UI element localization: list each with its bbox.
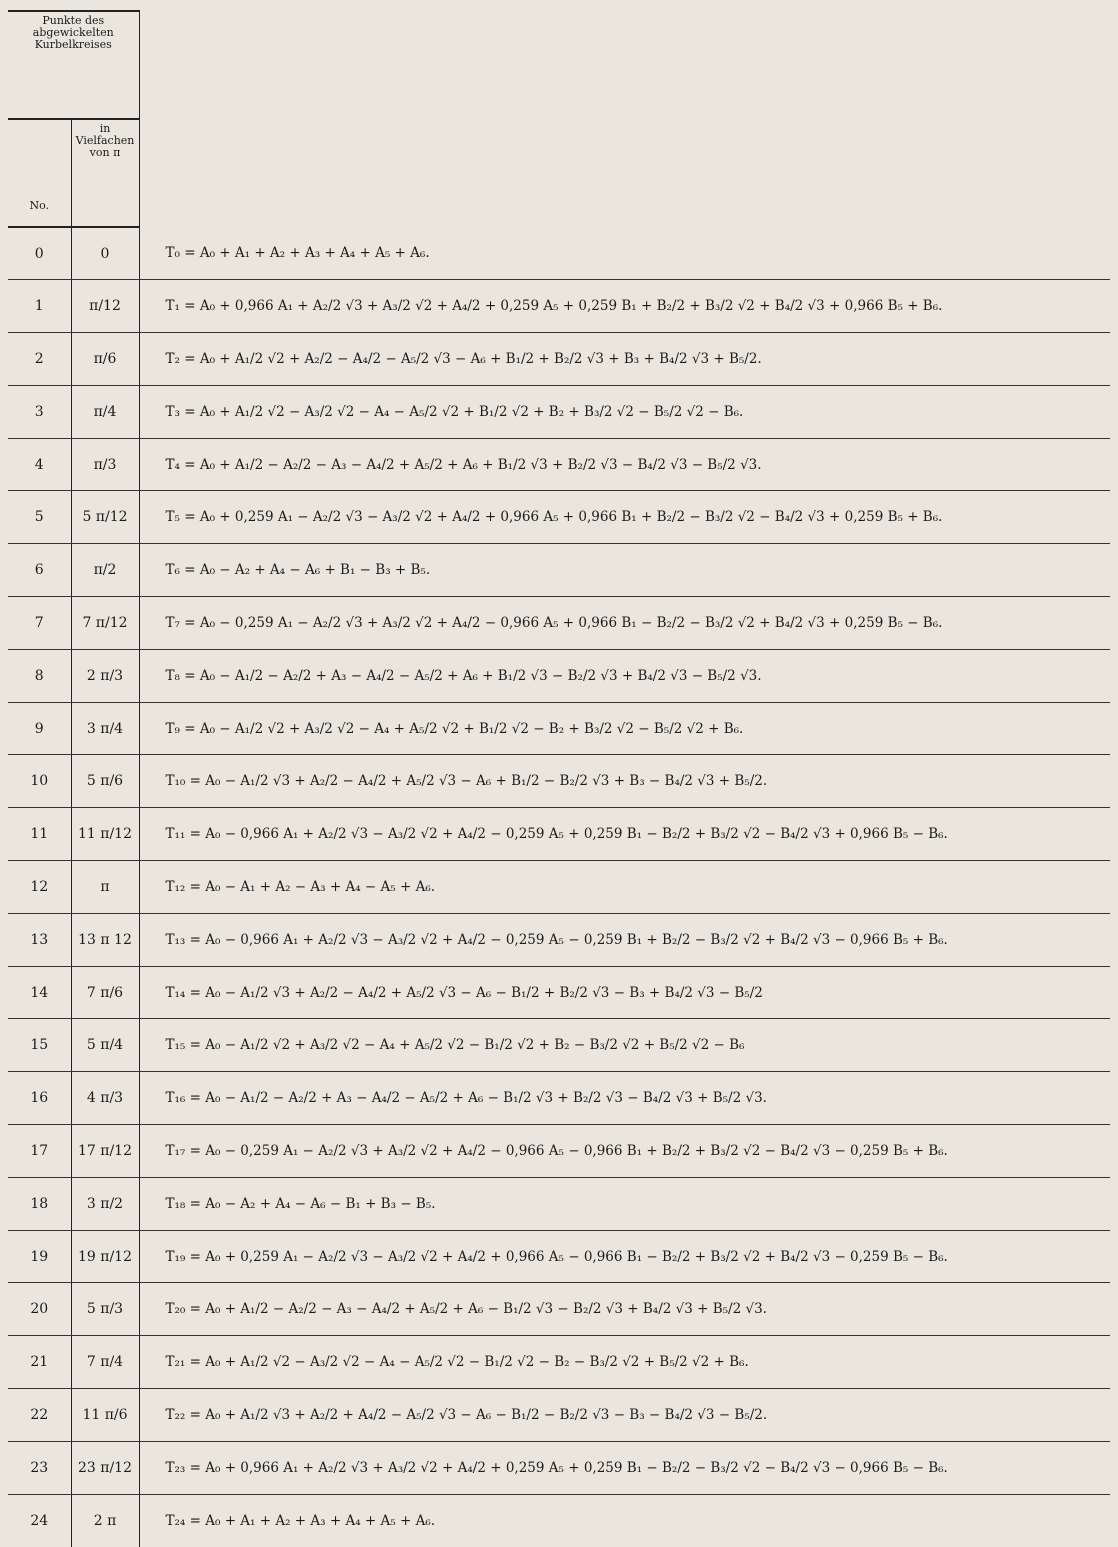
row-number: 21	[8, 1336, 71, 1389]
row-angle: 19 π/12	[71, 1230, 139, 1283]
row-angle: 17 π/12	[71, 1125, 139, 1178]
row-angle: 4 π/3	[71, 1072, 139, 1125]
row-number: 13	[8, 913, 71, 966]
row-angle: 3 π/4	[71, 702, 139, 755]
row-number: 5	[8, 491, 71, 544]
row-number: 11	[8, 808, 71, 861]
table-row	[8, 491, 1110, 544]
table-row	[8, 1125, 1110, 1178]
row-angle: π/12	[71, 280, 139, 333]
table-row	[8, 280, 1110, 333]
row-number: 18	[8, 1177, 71, 1230]
row-formula: T₁₇ = A₀ − 0,259 A₁ − A₂/2 √3 + A₃/2 √2 + A₄/2 − 0,966 A₅ − 0,966 B₁ + B₂/2 + B₃/2 √2 − B₄/2 √3 − 0,259 B₅ + B₆.	[139, 1125, 1110, 1178]
row-number: 10	[8, 755, 71, 808]
row-number: 14	[8, 966, 71, 1019]
row-number: 4	[8, 438, 71, 491]
row-number: 12	[8, 861, 71, 914]
table-row	[8, 1336, 1110, 1389]
row-formula: T₂₀ = A₀ + A₁/2 − A₂/2 − A₃ − A₄/2 + A₅/2 + A₆ − B₁/2 √3 − B₂/2 √3 + B₄/2 √3 + B₅/2 √3.	[139, 1283, 1110, 1336]
table-row	[8, 808, 1110, 861]
row-formula: T₂₃ = A₀ + 0,966 A₁ + A₂/2 √3 + A₃/2 √2 + A₄/2 + 0,259 A₅ + 0,259 B₁ − B₂/2 − B₃/2 √2 − B₄/2 √3 − 0,966 B₅ − B₆.	[139, 1441, 1110, 1494]
row-number: 6	[8, 544, 71, 597]
row-number: 16	[8, 1072, 71, 1125]
row-angle: π	[71, 861, 139, 914]
header-multiples: in Vielfachen von π	[71, 119, 139, 227]
row-formula: T₁ = A₀ + 0,966 A₁ + A₂/2 √3 + A₃/2 √2 + A₄/2 + 0,259 A₅ + 0,259 B₁ + B₂/2 + B₃/2 √2 + B₄/2 √3 + 0,966 B₅ + B₆.	[139, 280, 1110, 333]
row-formula: T₂₂ = A₀ + A₁/2 √3 + A₂/2 + A₄/2 − A₅/2 √3 − A₆ − B₁/2 − B₂/2 √3 − B₃ − B₄/2 √3 − B₅/2.	[139, 1389, 1110, 1442]
row-formula: T₂₄ = A₀ + A₁ + A₂ + A₃ + A₄ + A₅ + A₆.	[165, 1512, 436, 1529]
row-number: 24	[8, 1494, 71, 1547]
row-formula: T₁₄ = A₀ − A₁/2 √3 + A₂/2 − A₄/2 + A₅/2 √3 − A₆ − B₁/2 + B₂/2 √3 − B₃ + B₄/2 √3 − B₅/2	[139, 966, 1110, 1019]
row-formula: T₁₂ = A₀ − A₁ + A₂ − A₃ + A₄ − A₅ + A₆.	[139, 861, 1110, 914]
table-row	[8, 597, 1110, 650]
row-number: 17	[8, 1125, 71, 1178]
row-angle: 5 π/3	[71, 1283, 139, 1336]
row-angle: 7 π/6	[71, 966, 139, 1019]
row-formula: T₉ = A₀ − A₁/2 √2 + A₃/2 √2 − A₄ + A₅/2 √2 + B₁/2 √2 − B₂ + B₃/2 √2 − B₅/2 √2 + B₆.	[139, 702, 1110, 755]
row-number: 23	[8, 1441, 71, 1494]
table-row	[8, 1230, 1110, 1283]
row-formula: T₂₁ = A₀ + A₁/2 √2 − A₃/2 √2 − A₄ − A₅/2 √2 − B₁/2 √2 − B₂ − B₃/2 √2 + B₅/2 √2 + B₆.	[139, 1336, 1110, 1389]
table-row	[8, 1283, 1110, 1336]
row-number: 15	[8, 1019, 71, 1072]
header-group: Punkte des abgewickelten Kurbelkreises	[8, 11, 139, 119]
row-number: 1	[8, 280, 71, 333]
row-angle: 3 π/2	[71, 1177, 139, 1230]
table-row	[8, 1019, 1110, 1072]
row-formula: T₁₈ = A₀ − A₂ + A₄ − A₆ − B₁ + B₃ − B₅.	[139, 1177, 1110, 1230]
table-row	[8, 702, 1110, 755]
table-row	[8, 755, 1110, 808]
row-angle: 7 π/4	[71, 1336, 139, 1389]
row-number: 7	[8, 597, 71, 650]
row-angle: π/2	[71, 544, 139, 597]
row-formula: T₆ = A₀ − A₂ + A₄ − A₆ + B₁ − B₃ + B₅.	[139, 544, 1110, 597]
row-angle: 13 π 12	[71, 913, 139, 966]
row-formula: T₁₀ = A₀ − A₁/2 √3 + A₂/2 − A₄/2 + A₅/2 √3 − A₆ + B₁/2 − B₂/2 √3 + B₃ − B₄/2 √3 + B₅/2.	[139, 755, 1110, 808]
row-formula: T₁₁ = A₀ − 0,966 A₁ + A₂/2 √3 − A₃/2 √2 + A₄/2 − 0,259 A₅ + 0,259 B₁ − B₂/2 + B₃/2 √2 − B₄/2 √3 + 0,966 B₅ − B₆.	[139, 808, 1110, 861]
table-row	[8, 438, 1110, 491]
table-row	[8, 649, 1110, 702]
table-row	[8, 861, 1110, 914]
table-row	[8, 544, 1110, 597]
row-angle: π/6	[71, 333, 139, 386]
row-formula: T₇ = A₀ − 0,259 A₁ − A₂/2 √3 + A₃/2 √2 + A₄/2 − 0,966 A₅ + 0,966 B₁ − B₂/2 − B₃/2 √2 + B₄/2 √3 + 0,259 B₅ − B₆.	[139, 597, 1110, 650]
row-angle: 5 π/4	[71, 1019, 139, 1072]
table-row	[8, 1177, 1110, 1230]
row-angle: 5 π/6	[71, 755, 139, 808]
table-row	[8, 913, 1110, 966]
row-angle: 23 π/12	[71, 1441, 139, 1494]
row-angle: 5 π/12	[71, 491, 139, 544]
table-row	[8, 385, 1110, 438]
row-angle: 11 π/6	[71, 1389, 139, 1442]
row-angle: π/3	[71, 438, 139, 491]
row-formula: T₁₆ = A₀ − A₁/2 − A₂/2 + A₃ − A₄/2 − A₅/2 + A₆ − B₁/2 √3 + B₂/2 √3 − B₄/2 √3 + B₅/2 √3.	[139, 1072, 1110, 1125]
row-formula: T₂ = A₀ + A₁/2 √2 + A₂/2 − A₄/2 − A₅/2 √3 − A₆ + B₁/2 + B₂/2 √3 + B₃ + B₄/2 √3 + B₅/2.	[139, 333, 1110, 386]
row-number: 22	[8, 1389, 71, 1442]
row-formula: T₈ = A₀ − A₁/2 − A₂/2 + A₃ − A₄/2 − A₅/2 + A₆ + B₁/2 √3 − B₂/2 √3 + B₄/2 √3 − B₅/2 √3.	[139, 649, 1110, 702]
row-number: 19	[8, 1230, 71, 1283]
row-number: 8	[8, 649, 71, 702]
table-body	[8, 227, 1110, 1547]
header-no: No.	[8, 119, 71, 227]
row-number: 3	[8, 385, 71, 438]
row-formula: T₅ = A₀ + 0,259 A₁ − A₂/2 √3 − A₃/2 √2 + A₄/2 + 0,966 A₅ + 0,966 B₁ + B₂/2 − B₃/2 √2 − B₄/2 √3 + 0,259 B₅ + B₆.	[139, 491, 1110, 544]
table-row	[8, 1389, 1110, 1442]
table-row	[8, 966, 1110, 1019]
row-number: 9	[8, 702, 71, 755]
row-formula: T₁₅ = A₀ − A₁/2 √2 + A₃/2 √2 − A₄ + A₅/2 √2 − B₁/2 √2 + B₂ − B₃/2 √2 + B₅/2 √2 − B₆	[139, 1019, 1110, 1072]
row-angle: 2 π	[71, 1494, 139, 1547]
row-angle: π/4	[71, 385, 139, 438]
row-angle: 11 π/12	[71, 808, 139, 861]
table-row	[8, 1494, 1110, 1547]
row-formula: T₀ = A₀ + A₁ + A₂ + A₃ + A₄ + A₅ + A₆.	[139, 227, 1110, 280]
row-formula: T₁₃ = A₀ − 0,966 A₁ + A₂/2 √3 − A₃/2 √2 + A₄/2 − 0,259 A₅ − 0,259 B₁ + B₂/2 − B₃/2 √2 + B₄/2 √3 − 0,966 B₅ + B₆.	[139, 913, 1110, 966]
table-row	[8, 1441, 1110, 1494]
table-row	[8, 1072, 1110, 1125]
row-number: 2	[8, 333, 71, 386]
row-angle: 7 π/12	[71, 597, 139, 650]
row-number: 0	[8, 227, 71, 280]
table-row	[8, 333, 1110, 386]
row-angle: 0	[71, 227, 139, 280]
header-formula	[139, 11, 1110, 227]
row-formula: T₃ = A₀ + A₁/2 √2 − A₃/2 √2 − A₄ − A₅/2 √2 + B₁/2 √2 + B₂ + B₃/2 √2 − B₅/2 √2 − B₆.	[139, 385, 1110, 438]
row-number: 20	[8, 1283, 71, 1336]
row-formula: T₄ = A₀ + A₁/2 − A₂/2 − A₃ − A₄/2 + A₅/2 + A₆ + B₁/2 √3 + B₂/2 √3 − B₄/2 √3 − B₅/2 √3.	[139, 438, 1110, 491]
table-row	[8, 227, 1110, 280]
row-formula: T₁₉ = A₀ + 0,259 A₁ − A₂/2 √3 − A₃/2 √2 + A₄/2 + 0,966 A₅ − 0,966 B₁ − B₂/2 + B₃/2 √2 + B₄/2 √3 − 0,259 B₅ − B₆.	[139, 1230, 1110, 1283]
row-angle: 2 π/3	[71, 649, 139, 702]
formula-table	[8, 10, 1110, 1547]
